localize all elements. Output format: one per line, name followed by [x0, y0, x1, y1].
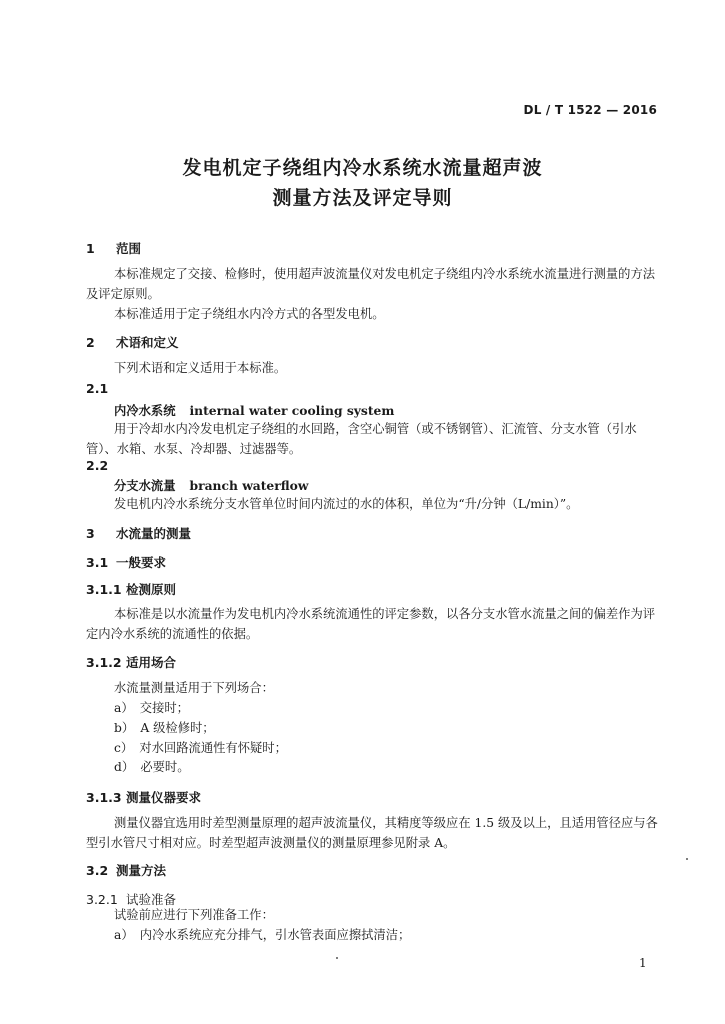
term-2-1	[114, 401, 394, 419]
term-en: branch waterflow	[189, 478, 309, 493]
section-3-2-heading	[86, 861, 166, 879]
section-3-1-heading	[86, 553, 166, 571]
section-number: 3.2.1	[86, 892, 118, 907]
section-number: 3.2	[86, 863, 109, 878]
section-number: 3.1.1	[86, 582, 122, 597]
page-number: 1	[639, 956, 647, 970]
section-3-1-2-intro: 水流量测量适用于下列场合：	[114, 681, 274, 695]
section-3-heading	[86, 524, 191, 542]
section-title: 术语和定义	[116, 335, 179, 350]
section-title: 范围	[116, 241, 142, 256]
term-en: internal water cooling system	[189, 403, 395, 418]
standard-code: DL / T 1522 — 2016	[523, 103, 657, 117]
list-item: c） 对水回路流通性有怀疑时；	[114, 741, 287, 755]
section-number: 3.1.2	[86, 655, 122, 670]
section-3-1-1-heading	[86, 580, 176, 598]
section-number: 3	[86, 526, 95, 541]
section-number: 1	[86, 241, 95, 256]
section-number: 2	[86, 335, 95, 350]
doc-title-line2: 测量方法及评定导则	[272, 187, 453, 209]
section-2-1-number: 2.1	[86, 381, 109, 396]
list-item: b） A 级检修时；	[114, 721, 215, 735]
term-zh: 内冷水系统	[114, 404, 176, 418]
list-item: d） 必要时。	[114, 760, 190, 774]
doc-title-line1: 发电机定子绕组内冷水系统水流量超声波	[182, 157, 543, 179]
term-2-2	[114, 476, 308, 494]
list-item: a） 内冷水系统应充分排气，引水管表面应擦拭清洁；	[114, 928, 411, 942]
section-title: 测量仪器要求	[126, 790, 202, 805]
section-3-1-3-para: 测量仪器宜选用时差型测量原理的超声波流量仪，其精度等级应在 1.5 级及以上，且适用管径应与各型引水管尺寸相对应。时差型超声波测量仪的测量原理参见附录 A。	[86, 816, 658, 850]
section-title: 测量方法	[116, 863, 167, 878]
section-3-1-3-heading	[86, 788, 201, 806]
term-2-1-definition: 用于冷却水内冷发电机定子绕组的水回路，含空心铜管（或不锈钢管）、汇流管、分支水管（引水管）、水箱、水泵、冷却器、过滤器等。	[86, 422, 637, 456]
section-2-heading	[86, 333, 179, 351]
section-title: 一般要求	[116, 555, 167, 570]
term-zh: 分支水流量	[114, 479, 176, 493]
section-3-2-1-intro: 试验前应进行下列准备工作：	[114, 908, 274, 922]
section-number: 3.1	[86, 555, 109, 570]
term-2-2-definition: 发电机内冷水系统分支水管单位时间内流过的水的体积，单位为“升/分钟（L/min）”。	[114, 497, 579, 511]
section-3-1-1-para: 本标准是以水流量作为发电机内冷水系统流通性的评定参数，以各分支水管水流量之间的偏差作为评定内冷水系统的流通性的依据。	[86, 607, 656, 641]
section-1-para-1: 本标准规定了交接、检修时，使用超声波流量仪对发电机定子绕组内冷水系统水流量进行测量的方法及评定原则。	[86, 267, 656, 301]
scan-speck	[686, 858, 688, 860]
section-1-para-2: 本标准适用于定子绕组水内冷方式的各型发电机。	[114, 307, 385, 321]
section-title: 适用场合	[126, 655, 177, 670]
section-number: 3.1.3	[86, 790, 122, 805]
section-title: 检测原则	[126, 582, 177, 597]
section-title: 试验准备	[126, 892, 177, 907]
scan-speck	[336, 957, 338, 959]
section-2-2-number: 2.2	[86, 458, 109, 473]
section-title: 水流量的测量	[116, 526, 192, 541]
list-item: a） 交接时；	[114, 701, 189, 715]
section-1-heading	[86, 239, 141, 257]
section-3-1-2-heading	[86, 653, 176, 671]
section-2-para-1: 下列术语和定义适用于本标准。	[114, 361, 287, 375]
